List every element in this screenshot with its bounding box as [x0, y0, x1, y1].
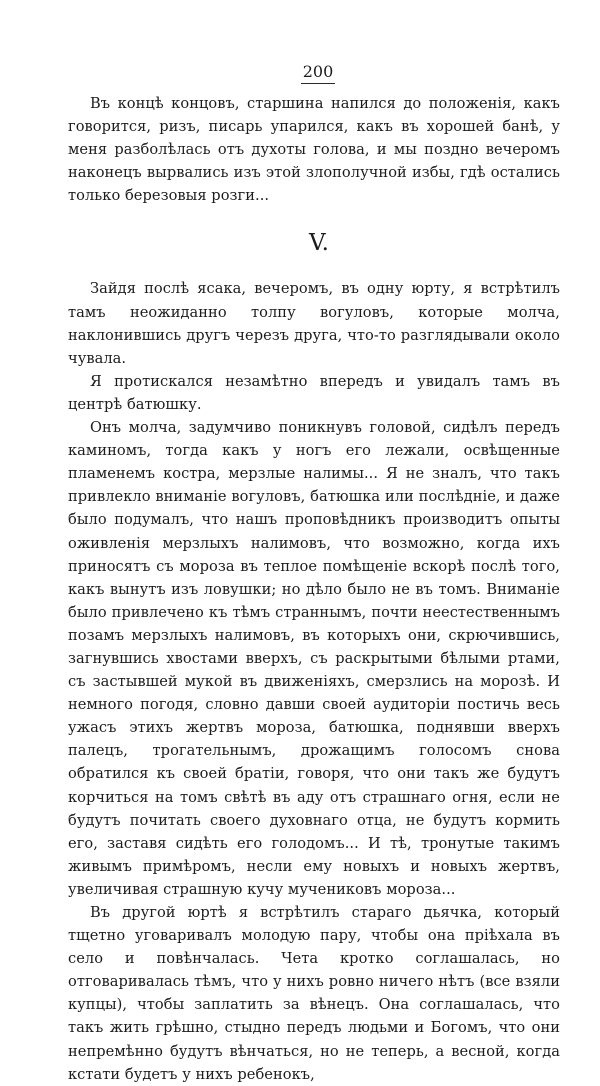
paragraph-4: Въ другой юртѣ я встрѣтилъ стараго дьячка, который тщетно уговаривалъ молодую пару, чтобы она пріѣхала въ село и повѣнчалась. Чета кротко соглашалась, но отговаривалась тѣмъ, что у нихъ ровно ничего нѣтъ (все взяли купцы), чтобы заплатить за вѣнецъ. Она соглашалась, что такъ жить грѣшно, стыдно передъ людьми и Богомъ, что они непремѣнно будутъ вѣнчаться, но не теперь, а весной, когда кстати будетъ у нихъ ребенокъ,	[68, 904, 560, 1083]
paragraph-1: Зайдя послѣ ясака, вечеромъ, въ одну юрту, я встрѣтилъ тамъ неожиданно толпу вогуловъ, которые молча, наклонившись другъ черезъ друга, что-то разглядывали около чувала.	[68, 280, 560, 367]
page-number-text: 200	[301, 62, 336, 84]
paragraph-intro: Въ концѣ концовъ, старшина напился до положенія, какъ говорится, ризъ, писарь упарился, какъ въ хорошей банѣ, у меня разболѣлась отъ духоты голова, и мы поздно вечеромъ наконецъ вырвались изъ этой злополучной избы, гдѣ остались только березовыя розги...	[68, 95, 560, 205]
paragraph-2: Я протискался незамѣтно впередъ и увидалъ тамъ въ центрѣ батюшку.	[68, 372, 560, 413]
paragraph-3: Онъ молча, задумчиво поникнувъ головой, сидѣлъ передъ каминомъ, тогда какъ у ногъ его лежали, освѣщенные пламенемъ костра, мерзлые налимы... Я не зналъ, что такъ привлекло вниманіе вогуловъ, батюшка или послѣдніе, и даже было подумалъ, что нашъ проповѣдникъ производитъ опыты оживленія мерзлыхъ налимовъ, что возможно, когда ихъ приносятъ съ мороза въ теплое помѣщеніе вскорѣ послѣ того, какъ вынутъ изъ ловушки; но дѣло было не въ томъ. Вниманіе было привлечено къ тѣмъ страннымъ, почти неестественнымъ позамъ мерзлыхъ налимовъ, въ которыхъ они, скрючившись, загнувшись хвостами вверхъ, съ раскрытыми бѣлыми ртами, съ застывшей мукой въ движеніяхъ, смерзлись на морозѣ. И немного погодя, словно давши своей аудиторіи постичь весь ужасъ этихъ жертвъ мороза, батюшка, поднявши вверхъ палецъ, трогательнымъ, дрожащимъ голосомъ снова обратился къ своей братіи, говоря, что они такъ же будутъ корчиться на томъ свѣтѣ въ аду отъ страшнаго огня, если не будутъ почитать своего духовнаго отца, не будутъ кормить его, заставя сидѣть его голодомъ... И тѣ, тронутые такимъ живымъ примѣромъ, несли ему новыхъ и новыхъ жертвъ, увеличивая страшную кучу мучениковъ мороза...	[68, 419, 560, 898]
page-number	[68, 62, 560, 84]
section-heading: V.	[309, 230, 329, 257]
